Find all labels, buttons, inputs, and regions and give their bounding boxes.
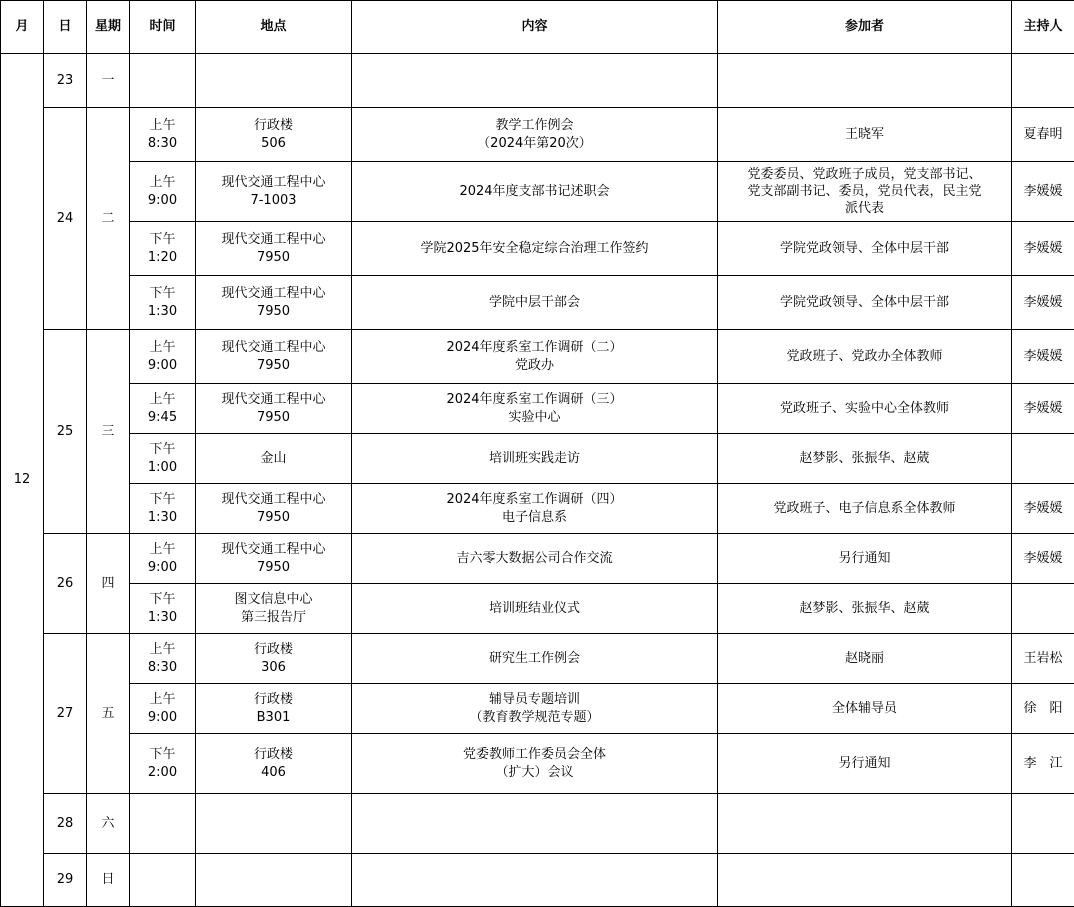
day-cell: 23 [44, 54, 87, 108]
weekday-cell: 日 [87, 854, 130, 907]
table-row [1, 684, 1074, 734]
participants-cell [718, 794, 1012, 854]
day-cell: 24 [44, 108, 87, 330]
table-row [1, 434, 1074, 484]
time-cell: 下午 1:30 [130, 276, 196, 330]
day-cell: 28 [44, 794, 87, 854]
header-month: 月 [1, 1, 44, 54]
content-cell: 吉六零大数据公司合作交流 [352, 534, 718, 584]
location-cell: 行政楼 506 [196, 108, 352, 162]
content-cell: 培训班实践走访 [352, 434, 718, 484]
day-cell: 25 [44, 330, 87, 534]
month-cell: 12 [1, 54, 44, 907]
location-cell: 图文信息中心 第三报告厅 [196, 584, 352, 634]
table-row [1, 108, 1074, 162]
location-cell: 行政楼 306 [196, 634, 352, 684]
time-cell [130, 54, 196, 108]
host-cell: 徐 阳 [1012, 684, 1074, 734]
content-cell: 教学工作例会 （2024年第20次） [352, 108, 718, 162]
host-cell [1012, 584, 1074, 634]
host-cell: 李媛媛 [1012, 384, 1074, 434]
header-time: 时间 [130, 1, 196, 54]
table-row [1, 330, 1074, 384]
participants-cell: 党政班子、电子信息系全体教师 [718, 484, 1012, 534]
participants-cell: 另行通知 [718, 534, 1012, 584]
location-cell: 行政楼 B301 [196, 684, 352, 734]
content-cell: 2024年度系室工作调研（三） 实验中心 [352, 384, 718, 434]
time-cell: 上午 9:45 [130, 384, 196, 434]
participants-cell [718, 854, 1012, 907]
content-cell: 党委教师工作委员会全体 （扩大）会议 [352, 734, 718, 794]
time-cell: 下午 1:20 [130, 222, 196, 276]
host-cell [1012, 854, 1074, 907]
content-cell: 学院中层干部会 [352, 276, 718, 330]
time-cell: 上午 9:00 [130, 330, 196, 384]
location-cell [196, 794, 352, 854]
table-row [1, 276, 1074, 330]
location-cell: 现代交通工程中心 7-1003 [196, 162, 352, 222]
time-cell: 下午 1:30 [130, 584, 196, 634]
day-cell: 27 [44, 634, 87, 794]
location-cell: 现代交通工程中心 7950 [196, 222, 352, 276]
table-row [1, 854, 1074, 907]
header-location: 地点 [196, 1, 352, 54]
content-cell: 2024年度支部书记述职会 [352, 162, 718, 222]
table-row [1, 794, 1074, 854]
participants-cell: 党政班子、党政办全体教师 [718, 330, 1012, 384]
content-cell [352, 54, 718, 108]
table-row [1, 584, 1074, 634]
participants-cell: 赵梦影、张振华、赵葳 [718, 434, 1012, 484]
table-row [1, 162, 1074, 222]
time-cell: 下午 1:30 [130, 484, 196, 534]
host-cell [1012, 794, 1074, 854]
table-row [1, 54, 1074, 108]
weekday-cell: 一 [87, 54, 130, 108]
time-cell [130, 854, 196, 907]
host-cell [1012, 434, 1074, 484]
day-cell: 26 [44, 534, 87, 634]
header-weekday: 星期 [87, 1, 130, 54]
content-cell: 2024年度系室工作调研（二） 党政办 [352, 330, 718, 384]
host-cell: 夏春明 [1012, 108, 1074, 162]
header-host: 主持人 [1012, 1, 1074, 54]
participants-cell: 另行通知 [718, 734, 1012, 794]
time-cell: 上午 9:00 [130, 684, 196, 734]
table-row [1, 484, 1074, 534]
table-row [1, 734, 1074, 794]
participants-cell: 赵梦影、张振华、赵葳 [718, 584, 1012, 634]
participants-cell: 党委委员、党政班子成员，党支部书记、 党支部副书记、委员，党员代表，民主党 派代表 [718, 162, 1012, 222]
time-cell: 下午 2:00 [130, 734, 196, 794]
table-row [1, 634, 1074, 684]
content-cell: 培训班结业仪式 [352, 584, 718, 634]
content-cell [352, 794, 718, 854]
content-cell: 学院2025年安全稳定综合治理工作签约 [352, 222, 718, 276]
table-row [1, 534, 1074, 584]
participants-cell [718, 54, 1012, 108]
location-cell: 现代交通工程中心 7950 [196, 484, 352, 534]
time-cell: 上午 8:30 [130, 634, 196, 684]
host-cell: 李媛媛 [1012, 330, 1074, 384]
host-cell: 李媛媛 [1012, 222, 1074, 276]
host-cell: 王岩松 [1012, 634, 1074, 684]
day-cell: 29 [44, 854, 87, 907]
location-cell: 现代交通工程中心 7950 [196, 384, 352, 434]
location-cell: 现代交通工程中心 7950 [196, 330, 352, 384]
participants-cell: 全体辅导员 [718, 684, 1012, 734]
host-cell [1012, 54, 1074, 108]
weekday-cell: 六 [87, 794, 130, 854]
time-cell [130, 794, 196, 854]
location-cell: 现代交通工程中心 7950 [196, 534, 352, 584]
table-row [1, 384, 1074, 434]
content-cell: 研究生工作例会 [352, 634, 718, 684]
host-cell: 李媛媛 [1012, 162, 1074, 222]
host-cell: 李 江 [1012, 734, 1074, 794]
participants-cell: 赵晓丽 [718, 634, 1012, 684]
location-cell [196, 854, 352, 907]
location-cell [196, 54, 352, 108]
content-cell: 辅导员专题培训 （教育教学规范专题） [352, 684, 718, 734]
time-cell: 下午 1:00 [130, 434, 196, 484]
time-cell: 上午 9:00 [130, 162, 196, 222]
weekday-cell: 五 [87, 634, 130, 794]
location-cell: 行政楼 406 [196, 734, 352, 794]
content-cell [352, 854, 718, 907]
weekday-cell: 三 [87, 330, 130, 534]
content-cell: 2024年度系室工作调研（四） 电子信息系 [352, 484, 718, 534]
participants-cell: 学院党政领导、全体中层干部 [718, 222, 1012, 276]
header-participants: 参加者 [718, 1, 1012, 54]
participants-cell: 王晓军 [718, 108, 1012, 162]
weekday-cell: 二 [87, 108, 130, 330]
header-content: 内容 [352, 1, 718, 54]
table-row [1, 222, 1074, 276]
participants-cell: 学院党政领导、全体中层干部 [718, 276, 1012, 330]
header-day: 日 [44, 1, 87, 54]
header-row [1, 1, 1074, 54]
participants-cell: 党政班子、实验中心全体教师 [718, 384, 1012, 434]
location-cell: 现代交通工程中心 7950 [196, 276, 352, 330]
weekday-cell: 四 [87, 534, 130, 634]
host-cell: 李媛媛 [1012, 484, 1074, 534]
time-cell: 上午 8:30 [130, 108, 196, 162]
time-cell: 上午 9:00 [130, 534, 196, 584]
host-cell: 李媛媛 [1012, 534, 1074, 584]
location-cell: 金山 [196, 434, 352, 484]
host-cell: 李媛媛 [1012, 276, 1074, 330]
